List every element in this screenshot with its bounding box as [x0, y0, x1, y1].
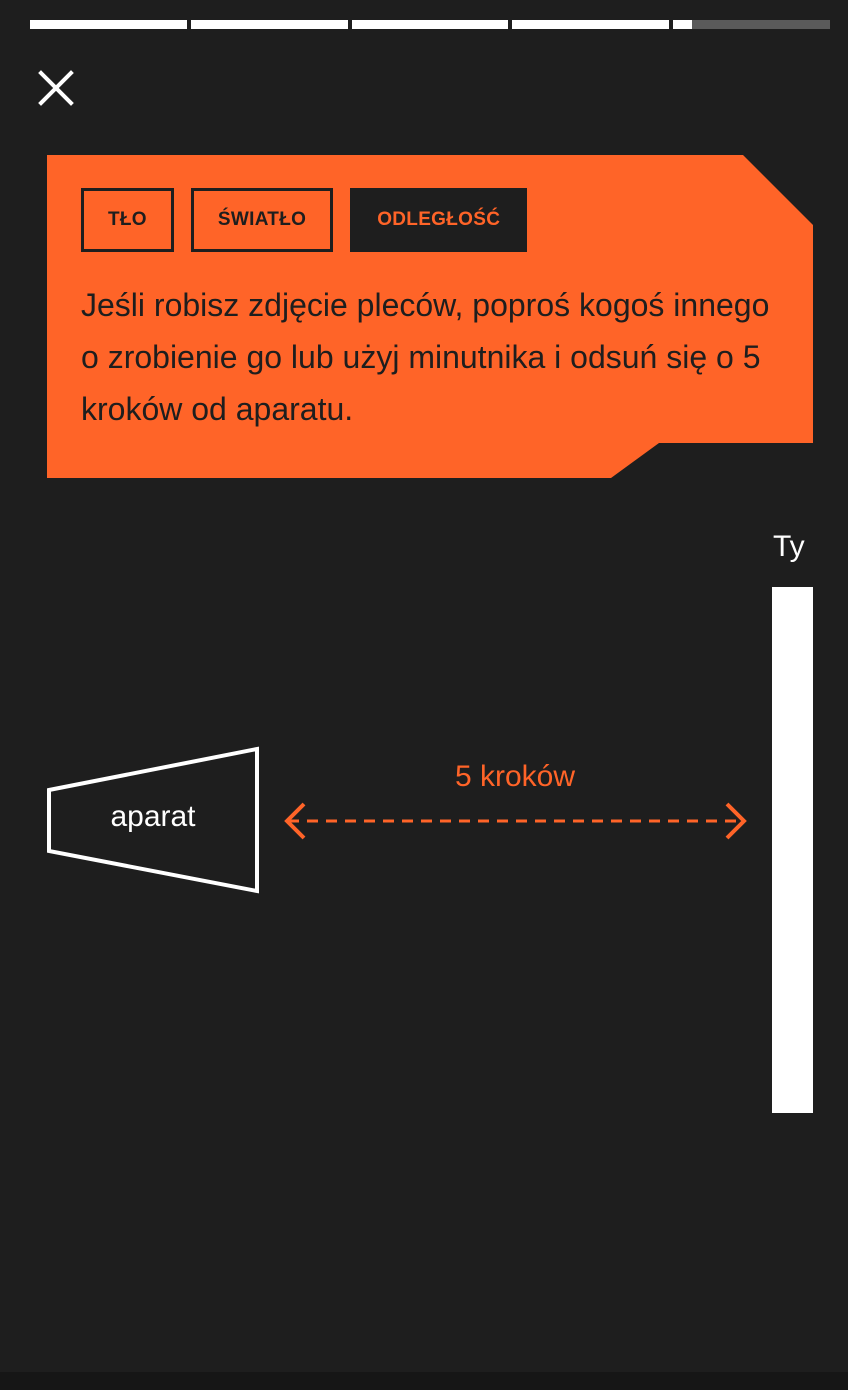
person-bar [772, 587, 813, 1113]
camera-label: aparat [110, 800, 196, 833]
tab-background[interactable]: TŁO [81, 188, 174, 252]
tab-light[interactable]: ŚWIATŁO [191, 188, 333, 252]
progress-segment-1 [30, 20, 187, 29]
tip-card [47, 155, 813, 478]
tab-distance[interactable]: ODLEGŁOŚĆ [350, 188, 527, 252]
progress-segment-2 [191, 20, 348, 29]
progress-segment-4 [512, 20, 669, 29]
you-label: Ty [773, 530, 805, 563]
tip-text: Jeśli robisz zdjęcie pleców, poproś kogoś innego o zrobienie go lub użyj minutnika i odsuń się o 5 kroków od aparatu. [81, 287, 770, 427]
double-arrow-icon [280, 798, 752, 844]
close-icon [36, 68, 76, 108]
bottom-bar [0, 1372, 848, 1390]
progress-segment-3 [352, 20, 509, 29]
tip-tabs [81, 188, 527, 252]
distance-label: 5 kroków [454, 760, 576, 793]
progress-segment-5 [673, 20, 830, 29]
close-button[interactable] [36, 68, 76, 108]
story-progress-bar [30, 20, 830, 29]
